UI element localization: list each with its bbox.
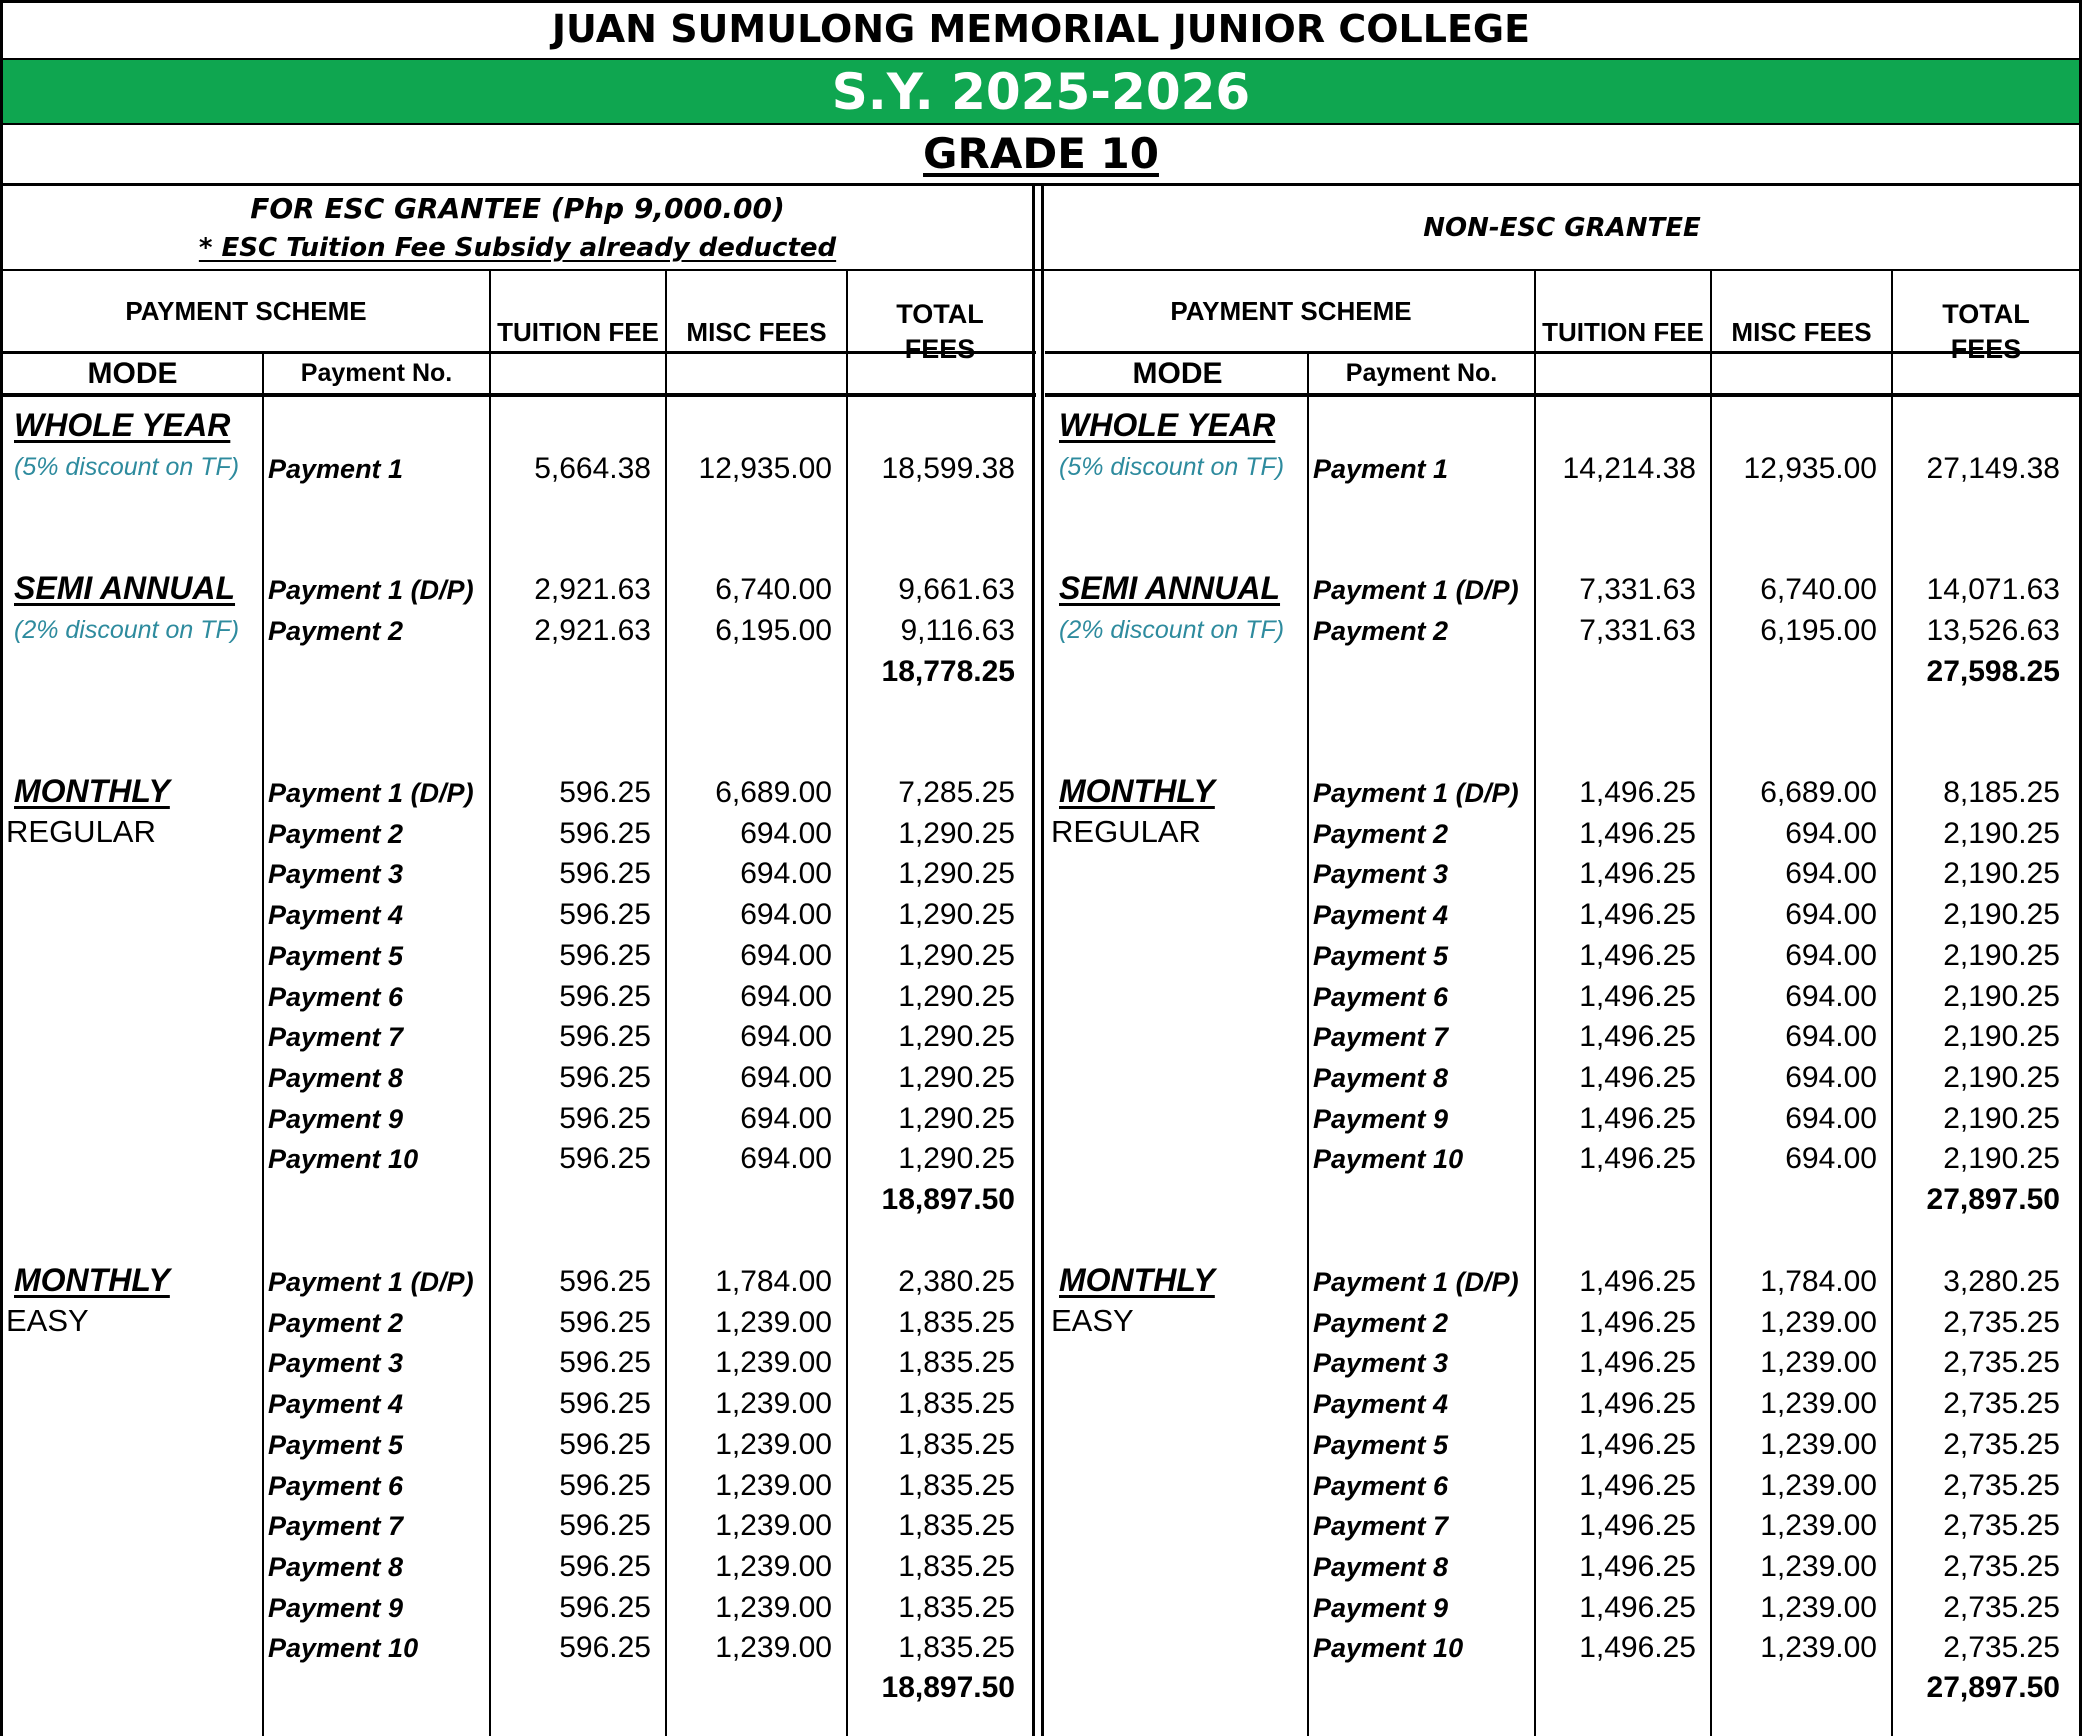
misc-fees-value: 694.00 — [1785, 938, 1877, 972]
table-row — [1045, 1262, 2077, 1302]
table-row — [1045, 1017, 2077, 1057]
misc-fees-value: 694.00 — [740, 979, 832, 1013]
divider-header-bottom-left — [0, 393, 1036, 397]
mode-subtype: EASY — [1051, 1303, 1134, 1338]
header-payment-scheme: PAYMENT SCHEME — [125, 295, 367, 326]
misc-fees-value: 694.00 — [740, 1142, 832, 1176]
tuition-fee-value: 596.25 — [559, 1265, 651, 1298]
total-fees-value: 2,735.25 — [1943, 1590, 2060, 1624]
payment-label: Payment 1 (D/P) — [268, 778, 474, 808]
table-row — [0, 1425, 1032, 1465]
total-fees-value: 2,190.25 — [1943, 857, 2060, 891]
mode-monthly-regular: MONTHLY — [1059, 773, 1215, 809]
total-fees-value: 2,735.25 — [1943, 1346, 2060, 1380]
payment-label: Payment 10 — [1313, 1144, 1464, 1175]
misc-fees-value: 1,239.00 — [1760, 1387, 1877, 1421]
misc-fees-value: 1,784.00 — [1760, 1265, 1877, 1298]
mode-subtype: REGULAR — [1051, 814, 1201, 849]
misc-fees-value: 1,239.00 — [1760, 1427, 1877, 1461]
misc-fees-value: 6,740.00 — [1760, 573, 1877, 606]
table-row — [0, 611, 1032, 651]
payment-label: Payment 8 — [268, 1551, 404, 1582]
total-fees-value: 2,735.25 — [1943, 1387, 2060, 1421]
payment-label: Payment 4 — [1313, 900, 1449, 931]
tuition-fee-value: 1,496.25 — [1579, 898, 1696, 932]
payment-label: Payment 9 — [1313, 1592, 1449, 1623]
misc-fees-value: 1,239.00 — [715, 1427, 832, 1461]
total-fees-value: 1,290.25 — [898, 979, 1015, 1013]
total-fees-value: 1,835.25 — [898, 1509, 1015, 1543]
discount-note: (2% discount on TF) — [1059, 616, 1285, 644]
tuition-fee-value: 596.25 — [559, 1387, 651, 1421]
tuition-fee-value: 1,496.25 — [1579, 1346, 1696, 1380]
header-payment-no: Payment No. — [1345, 359, 1498, 387]
tuition-fee-value: 596.25 — [559, 1346, 651, 1380]
misc-fees-value: 694.00 — [1785, 898, 1877, 932]
header-mode: MODE — [87, 356, 178, 390]
misc-fees-value: 1,239.00 — [1760, 1509, 1877, 1543]
payment-label: Payment 10 — [268, 1633, 419, 1664]
tuition-fee-value: 2,921.63 — [534, 573, 651, 606]
table-row — [0, 1384, 1032, 1424]
tuition-fee-value: 596.25 — [559, 1101, 651, 1135]
tuition-fee-value: 1,496.25 — [1579, 816, 1696, 850]
table-row — [1045, 1058, 2077, 1098]
section-total: 27,897.50 — [1926, 1671, 2060, 1704]
misc-fees-value: 694.00 — [1785, 1060, 1877, 1094]
payment-label: Payment 3 — [1313, 859, 1449, 890]
total-fees-value: 1,835.25 — [898, 1427, 1015, 1461]
tuition-fee-value: 596.25 — [559, 1020, 651, 1054]
mode-monthly-easy: MONTHLY — [14, 1262, 170, 1298]
payment-label: Payment 2 — [1313, 615, 1449, 646]
tuition-fee-value: 596.25 — [559, 898, 651, 932]
table-row — [1045, 1303, 2077, 1343]
table-row — [0, 449, 1032, 489]
misc-fees-value: 1,239.00 — [715, 1509, 832, 1543]
total-fees-value: 2,735.25 — [1943, 1468, 2060, 1502]
table-row — [0, 1588, 1032, 1628]
table-row — [0, 1017, 1032, 1057]
table-row — [0, 1262, 1032, 1302]
misc-fees-value: 694.00 — [740, 1060, 832, 1094]
misc-fees-value: 12,935.00 — [698, 452, 832, 485]
tuition-fee-value: 596.25 — [559, 857, 651, 891]
misc-fees-value: 694.00 — [740, 1101, 832, 1135]
payment-label: Payment 6 — [268, 1470, 404, 1501]
misc-fees-value: 694.00 — [1785, 816, 1877, 850]
tuition-fee-value: 5,664.38 — [534, 452, 651, 485]
panel-divider-a — [1032, 186, 1035, 1736]
payment-label: Payment 5 — [268, 940, 404, 971]
tuition-fee-value: 1,496.25 — [1579, 1468, 1696, 1502]
tuition-fee-value: 1,496.25 — [1579, 1590, 1696, 1624]
total-fees-value: 2,735.25 — [1943, 1631, 2060, 1665]
payment-label: Payment 9 — [268, 1103, 404, 1134]
total-fees-value: 18,599.38 — [881, 452, 1015, 485]
tuition-fee-value: 596.25 — [559, 1509, 651, 1543]
total-fees-value: 1,290.25 — [898, 816, 1015, 850]
tuition-fee-value: 596.25 — [559, 776, 651, 809]
border-top — [0, 0, 2082, 3]
header-total-fees: TOTAL FEES — [1942, 299, 2030, 364]
tuition-fee-value: 1,496.25 — [1579, 1427, 1696, 1461]
payment-label: Payment 8 — [268, 1062, 404, 1093]
payment-label: Payment 8 — [1313, 1551, 1449, 1582]
payment-label: Payment 1 (D/P) — [1313, 778, 1519, 808]
discount-note: (5% discount on TF) — [1059, 453, 1285, 481]
table-row — [0, 1099, 1032, 1139]
table-row — [0, 854, 1032, 894]
tuition-fee-value: 596.25 — [559, 1305, 651, 1339]
table-row — [0, 895, 1032, 935]
grade-label: GRADE 10 — [923, 128, 1159, 178]
mode-whole-year: WHOLE YEAR — [14, 407, 231, 443]
total-fees-value: 2,735.25 — [1943, 1305, 2060, 1339]
misc-fees-value: 1,239.00 — [715, 1468, 832, 1502]
total-fees-value: 2,735.25 — [1943, 1427, 2060, 1461]
tuition-fee-value: 1,496.25 — [1579, 1509, 1696, 1543]
payment-label: Payment 8 — [1313, 1062, 1449, 1093]
total-fees-value: 14,071.63 — [1926, 573, 2060, 606]
section-total: 18,897.50 — [881, 1183, 1015, 1216]
grade-title — [0, 123, 2082, 183]
divider-title — [0, 58, 2082, 60]
total-fees-value: 1,290.25 — [898, 1101, 1015, 1135]
total-fees-value: 1,290.25 — [898, 938, 1015, 972]
mode-subtype: REGULAR — [6, 814, 156, 849]
payment-label: Payment 6 — [1313, 1470, 1449, 1501]
misc-fees-value: 1,239.00 — [1760, 1549, 1877, 1583]
misc-fees-value: 694.00 — [1785, 1101, 1877, 1135]
header-payment-scheme: PAYMENT SCHEME — [1170, 295, 1412, 326]
tuition-fee-value: 596.25 — [559, 1631, 651, 1665]
table-row — [1045, 854, 2077, 894]
table-row — [1045, 977, 2077, 1017]
panel-divider-b — [1041, 186, 1044, 1736]
total-fees-value: 1,290.25 — [898, 857, 1015, 891]
total-fees-value: 2,735.25 — [1943, 1509, 2060, 1543]
total-fees-value: 2,190.25 — [1943, 1142, 2060, 1176]
school-name: JUAN SUMULONG MEMORIAL JUNIOR COLLEGE — [551, 7, 1531, 51]
header-tuition-fee: TUITION FEE — [497, 316, 659, 347]
tuition-fee-value: 1,496.25 — [1579, 1305, 1696, 1339]
misc-fees-value: 694.00 — [1785, 1142, 1877, 1176]
tuition-fee-value: 1,496.25 — [1579, 776, 1696, 809]
header-misc-fees: MISC FEES — [1731, 316, 1872, 347]
misc-fees-value: 6,195.00 — [715, 613, 832, 647]
misc-fees-value: 694.00 — [740, 816, 832, 850]
tuition-fee-value: 596.25 — [559, 1468, 651, 1502]
total-fees-value: 27,149.38 — [1926, 452, 2060, 485]
total-fees-value: 1,835.25 — [898, 1631, 1015, 1665]
misc-fees-value: 1,239.00 — [715, 1305, 832, 1339]
payment-label: Payment 1 (D/P) — [1313, 1267, 1519, 1297]
mode-monthly-regular: MONTHLY — [14, 773, 170, 809]
tuition-fee-value: 2,921.63 — [534, 613, 651, 647]
tuition-fee-value: 7,331.63 — [1579, 613, 1696, 647]
tuition-fee-value: 1,496.25 — [1579, 1387, 1696, 1421]
section-total: 18,778.25 — [881, 655, 1015, 688]
table-row — [0, 814, 1032, 854]
payment-label: Payment 3 — [1313, 1348, 1449, 1379]
total-fees-value: 1,290.25 — [898, 898, 1015, 932]
total-fees-value: 1,835.25 — [898, 1387, 1015, 1421]
payment-label: Payment 9 — [268, 1592, 404, 1623]
table-row — [1045, 570, 2077, 610]
tuition-fee-value: 1,496.25 — [1579, 1631, 1696, 1665]
misc-fees-value: 12,935.00 — [1743, 452, 1877, 485]
total-fees-value: 1,835.25 — [898, 1305, 1015, 1339]
payment-label: Payment 1 (D/P) — [268, 575, 474, 605]
misc-fees-value: 1,239.00 — [1760, 1590, 1877, 1624]
payment-label: Payment 4 — [268, 1389, 404, 1420]
tuition-fee-value: 1,496.25 — [1579, 1020, 1696, 1054]
table-row — [1045, 1506, 2077, 1546]
misc-fees-value: 694.00 — [740, 898, 832, 932]
header-tuition-fee: TUITION FEE — [1542, 316, 1704, 347]
section-total: 27,897.50 — [1926, 1183, 2060, 1216]
payment-label: Payment 4 — [1313, 1389, 1449, 1420]
tuition-fee-value: 596.25 — [559, 816, 651, 850]
total-fees-value: 2,190.25 — [1943, 1020, 2060, 1054]
table-row — [1045, 1099, 2077, 1139]
table-row — [0, 1466, 1032, 1506]
tuition-fee-value: 1,496.25 — [1579, 1549, 1696, 1583]
table-row — [1045, 1343, 2077, 1383]
table-row — [1045, 1588, 2077, 1628]
payment-label: Payment 2 — [1313, 1307, 1449, 1338]
mode-whole-year: WHOLE YEAR — [1059, 407, 1276, 443]
table-row — [1045, 1547, 2077, 1587]
mode-subtype: EASY — [6, 1303, 89, 1338]
misc-fees-value: 1,239.00 — [715, 1387, 832, 1421]
total-fees-value: 2,190.25 — [1943, 979, 2060, 1013]
header-misc-fees: MISC FEES — [686, 316, 827, 347]
tuition-fee-value: 1,496.25 — [1579, 1101, 1696, 1135]
table-row — [0, 1547, 1032, 1587]
payment-label: Payment 1 — [268, 454, 404, 484]
table-row — [0, 977, 1032, 1017]
mode-monthly-easy: MONTHLY — [1059, 1262, 1215, 1298]
payment-label: Payment 2 — [1313, 818, 1449, 849]
payment-label: Payment 2 — [268, 615, 404, 646]
table-row — [1045, 936, 2077, 976]
misc-fees-value: 694.00 — [1785, 1020, 1877, 1054]
table-row — [1045, 1384, 2077, 1424]
divider-banner — [0, 123, 2082, 125]
table-row — [0, 1139, 1032, 1179]
total-fees-value: 1,835.25 — [898, 1468, 1015, 1502]
misc-fees-value: 694.00 — [1785, 979, 1877, 1013]
table-row — [1045, 1466, 2077, 1506]
total-fees-value: 1,290.25 — [898, 1020, 1015, 1054]
table-row — [1045, 1628, 2077, 1668]
table-row — [0, 1343, 1032, 1383]
section-total: 27,598.25 — [1926, 655, 2060, 688]
divider-group-header-right — [1045, 269, 2082, 271]
payment-label: Payment 7 — [1313, 1511, 1449, 1542]
total-fees-value: 8,185.25 — [1943, 776, 2060, 809]
header-total-fees: TOTAL FEES — [896, 299, 984, 364]
tuition-fee-value: 1,496.25 — [1579, 1142, 1696, 1176]
table-row — [0, 1303, 1032, 1343]
payment-label: Payment 5 — [1313, 940, 1449, 971]
total-fees-value: 2,190.25 — [1943, 938, 2060, 972]
section-total: 18,897.50 — [881, 1671, 1015, 1704]
tuition-fee-value: 596.25 — [559, 1427, 651, 1461]
tuition-fee-value: 14,214.38 — [1562, 452, 1696, 485]
total-fees-value: 9,661.63 — [898, 573, 1015, 606]
tuition-fee-value: 596.25 — [559, 938, 651, 972]
table-row — [1045, 611, 2077, 651]
misc-fees-value: 1,784.00 — [715, 1265, 832, 1298]
misc-fees-value: 694.00 — [740, 938, 832, 972]
payment-label: Payment 6 — [268, 981, 404, 1012]
total-fees-value: 13,526.63 — [1926, 613, 2060, 647]
header-mode: MODE — [1132, 356, 1223, 390]
total-fees-value: 2,190.25 — [1943, 816, 2060, 850]
grantee-note: * ESC Tuition Fee Subsidy already deducted — [198, 233, 837, 263]
table-row — [0, 570, 1032, 610]
payment-label: Payment 1 — [1313, 454, 1449, 484]
misc-fees-value: 6,689.00 — [1760, 776, 1877, 809]
payment-label: Payment 7 — [1313, 1022, 1449, 1053]
discount-note: (2% discount on TF) — [14, 616, 240, 644]
table-row — [1045, 814, 2077, 854]
misc-fees-value: 1,239.00 — [1760, 1631, 1877, 1665]
tuition-fee-value: 1,496.25 — [1579, 1060, 1696, 1094]
payment-label: Payment 2 — [268, 818, 404, 849]
total-fees-value: 1,290.25 — [898, 1060, 1015, 1094]
grantee-title: NON-ESC GRANTEE — [1423, 213, 1701, 243]
tuition-fee-value: 1,496.25 — [1579, 938, 1696, 972]
tuition-fee-value: 1,496.25 — [1579, 857, 1696, 891]
header-payment-no: Payment No. — [300, 359, 453, 387]
misc-fees-value: 6,740.00 — [715, 573, 832, 606]
total-fees-value: 1,835.25 — [898, 1549, 1015, 1583]
divider-header-bottom-right — [1045, 393, 2082, 397]
table-row — [0, 1506, 1032, 1546]
total-fees-value: 2,190.25 — [1943, 1101, 2060, 1135]
table-row — [1045, 449, 2077, 489]
misc-fees-value: 1,239.00 — [1760, 1305, 1877, 1339]
table-row — [1045, 895, 2077, 935]
misc-fees-value: 694.00 — [740, 1020, 832, 1054]
table-row — [1045, 1139, 2077, 1179]
total-fees-value: 2,380.25 — [898, 1265, 1015, 1298]
misc-fees-value: 694.00 — [740, 857, 832, 891]
table-row — [1045, 773, 2077, 813]
table-row — [0, 1058, 1032, 1098]
misc-fees-value: 694.00 — [1785, 857, 1877, 891]
tuition-fee-value: 596.25 — [559, 1060, 651, 1094]
table-row — [1045, 1425, 2077, 1465]
payment-label: Payment 5 — [268, 1429, 404, 1460]
payment-label: Payment 3 — [268, 1348, 404, 1379]
misc-fees-value: 1,239.00 — [715, 1590, 832, 1624]
total-fees-value: 1,835.25 — [898, 1346, 1015, 1380]
payment-label: Payment 2 — [268, 1307, 404, 1338]
tuition-fee-value: 596.25 — [559, 979, 651, 1013]
misc-fees-value: 6,689.00 — [715, 776, 832, 809]
tuition-fee-value: 1,496.25 — [1579, 979, 1696, 1013]
total-fees-value: 1,835.25 — [898, 1590, 1015, 1624]
payment-label: Payment 7 — [268, 1511, 404, 1542]
misc-fees-value: 1,239.00 — [715, 1346, 832, 1380]
total-fees-value: 1,290.25 — [898, 1142, 1015, 1176]
table-row — [0, 1628, 1032, 1668]
misc-fees-value: 1,239.00 — [715, 1549, 832, 1583]
tuition-fee-value: 1,496.25 — [1579, 1265, 1696, 1298]
mode-semi-annual: SEMI ANNUAL — [1059, 570, 1281, 606]
payment-label: Payment 10 — [268, 1144, 419, 1175]
payment-label: Payment 1 (D/P) — [268, 1267, 474, 1297]
payment-label: Payment 3 — [268, 859, 404, 890]
discount-note: (5% discount on TF) — [14, 453, 240, 481]
payment-label: Payment 4 — [268, 900, 404, 931]
payment-label: Payment 6 — [1313, 981, 1449, 1012]
payment-label: Payment 10 — [1313, 1633, 1464, 1664]
total-fees-value: 3,280.25 — [1943, 1265, 2060, 1298]
misc-fees-value: 1,239.00 — [1760, 1346, 1877, 1380]
table-row — [0, 936, 1032, 976]
tuition-fee-value: 7,331.63 — [1579, 573, 1696, 606]
misc-fees-value: 1,239.00 — [715, 1631, 832, 1665]
total-fees-value: 2,190.25 — [1943, 898, 2060, 932]
mode-semi-annual: SEMI ANNUAL — [14, 570, 236, 606]
tuition-fee-value: 596.25 — [559, 1549, 651, 1583]
tuition-fee-value: 596.25 — [559, 1142, 651, 1176]
total-fees-value: 2,735.25 — [1943, 1549, 2060, 1583]
misc-fees-value: 6,195.00 — [1760, 613, 1877, 647]
grantee-title: FOR ESC GRANTEE (Php 9,000.00) — [250, 192, 785, 225]
misc-fees-value: 1,239.00 — [1760, 1468, 1877, 1502]
payment-label: Payment 5 — [1313, 1429, 1449, 1460]
payment-label: Payment 1 (D/P) — [1313, 575, 1519, 605]
school-year-banner: S.Y. 2025-2026 — [0, 60, 2082, 123]
payment-label: Payment 9 — [1313, 1103, 1449, 1134]
total-fees-value: 7,285.25 — [898, 776, 1015, 809]
total-fees-value: 9,116.63 — [900, 613, 1015, 647]
tuition-fee-value: 596.25 — [559, 1590, 651, 1624]
payment-label: Payment 7 — [268, 1022, 404, 1053]
table-row — [0, 773, 1032, 813]
total-fees-value: 2,190.25 — [1943, 1060, 2060, 1094]
